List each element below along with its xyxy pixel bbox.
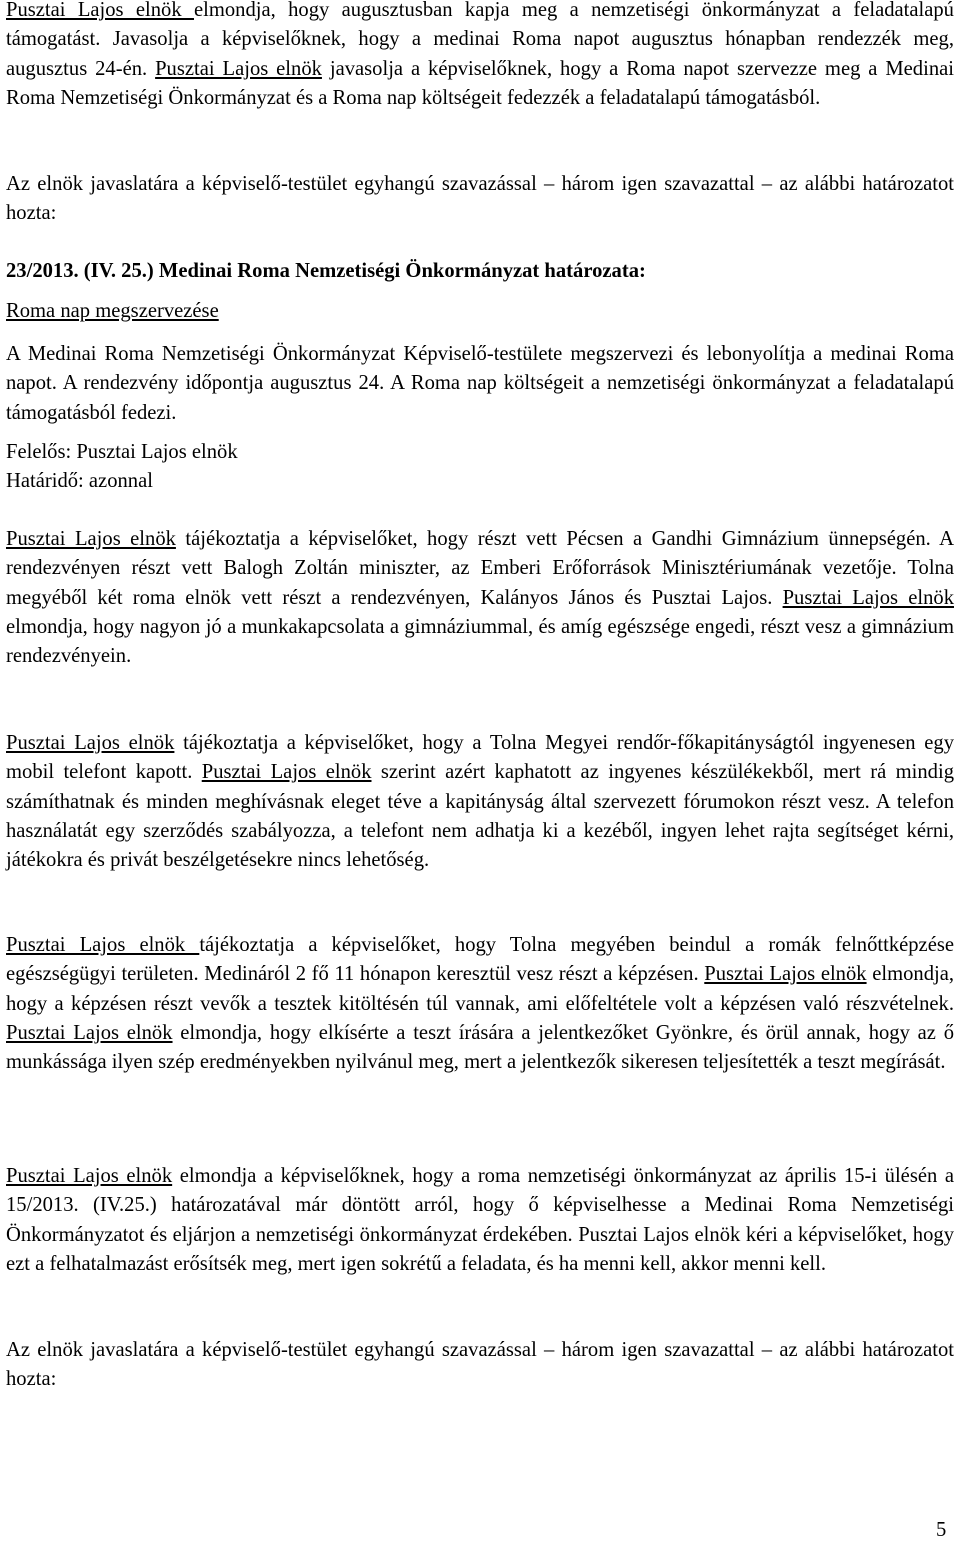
speaker-link: Pusztai Lajos elnök (155, 57, 322, 80)
resolution-responsible: Felelős: Pusztai Lajos elnök (6, 441, 238, 463)
speaker-link: Pusztai Lajos elnök (201, 761, 372, 784)
speaker-link: Pusztai Lajos elnök (6, 732, 175, 754)
resolution-heading: 23/2013. (IV. 25.) Medinai Roma Nemzetiségi Önkormányzat határozata: (6, 260, 646, 282)
paragraph-gandhi-gimnazium: Pusztai Lajos elnök tájékoztatja a képviselőket, hogy részt vett Pécsen a Gandhi Gimnázium ünnepségén. A rendezvényen részt vett Balogh Zoltán miniszter, az Emberi Erőforrások Minisztériumának vezetője. Tolna megyéből két roma elnök vett részt a rendezvényen, Kalányos János és Pusztai Lajos. Pusztai Lajos elnök elmondja, hogy nagyon jó a munkakapcsolata a gimnáziummal, és amíg egészsége engedi, részt vesz a gimnázium rendezvényein. (6, 528, 954, 668)
paragraph-felhatalmazas: Pusztai Lajos elnök elmondja a képviselőknek, hogy a roma nemzetiségi önkormányzat az április 15-i ülésén a 15/2013. (IV.25.) határozatával már döntött arról, hogy ő képviselhesse a Medinai Roma Nemzetiségi Önkormányzatot és eljárjon a nemzetiségi önkormányzat érdekében. Pusztai Lajos elnök kéri a képviselőket, hogy ezt a felhatalmazást erősítsék meg, mert igen sokrétű a feladata, és ha menni kell, akkor menni kell. (6, 1165, 954, 1275)
speaker-link: Pusztai Lajos elnök (704, 963, 867, 986)
speaker-link: Pusztai Lajos elnök (6, 0, 194, 21)
paragraph-vote-intro-2: Az elnök javaslatára a képviselő-testület egyhangú szavazással – három igen szavazattal – az alábbi határozatot hozta: (6, 1339, 954, 1391)
speaker-link: Pusztai Lajos elnök (6, 528, 176, 550)
speaker-link: Pusztai Lajos elnök (6, 934, 200, 956)
resolution-deadline: Határidő: azonnal (6, 470, 153, 492)
speaker-link: Pusztai Lajos elnök (6, 1021, 173, 1044)
resolution-subject: Roma nap megszervezése (6, 300, 219, 322)
resolution-body: A Medinai Roma Nemzetiségi Önkormányzat Képviselő-testülete megszervezi és lebonyolítja a medinai Roma napot. A rendezvény időpontja augusztus 24. A Roma nap költségeit a nemzetiségi önkormányzat a feladatalapú támogatásból fedezi. (6, 343, 954, 424)
paragraph-felnottkepzes: Pusztai Lajos elnök tájékoztatja a képviselőket, hogy Tolna megyében beindul a romák felnőttképzése egészségügyi területen. Medináról 2 fő 11 hónapon keresztül vesz részt a képzésen. Pusztai Lajos elnök elmondja, hogy a képzésen részt vevők a tesztek kitöltésén túl vannak, ami előfeltétele volt a képzésen való részvételnek. Pusztai Lajos elnök elmondja, hogy elkísérte a teszt írására a jelentkezőket Gyönkre, és örül annak, hogy az ő munkássága ilyen szép eredményekben nyilvánul meg, mert a jelentkezők sikeresen teljesítették a teszt megírását. (6, 934, 955, 1074)
page-number: 5 (936, 1519, 947, 1541)
paragraph-mobil-telefon: Pusztai Lajos elnök tájékoztatja a képviselőket, hogy a Tolna Megyei rendőr-főkapitányságtól ingyenesen egy mobil telefont kapott. Pusztai Lajos elnök szerint azért kaphatott az ingyenes készülékekből, mert rá mindig számíthatnak és minden meghívásnak eleget téve a kapitányság által szervezett fórumokon részt vesz. A telefon használatát egy szerződés szabályozza, a telefont nem adhatja ki a kezéből, ingyen lehet rajta segítséget kérni, játékokra és privát beszélgetésekre nincs lehetőség. (6, 732, 954, 872)
paragraph-vote-intro-1: Az elnök javaslatára a képviselő-testület egyhangú szavazással – három igen szavazattal – az alábbi határozatot hozta: (6, 173, 954, 225)
speaker-link: Pusztai Lajos elnök (6, 1165, 173, 1187)
paragraph-augusztus-tamogatas: Pusztai Lajos elnök elmondja, hogy augusztusban kapja meg a nemzetiségi önkormányzat a feladatalapú támogatást. Javasolja a képviselőknek, hogy a medinai Roma napot augusztus hónapban rendezzék meg, augusztus 24-én. Pusztai Lajos elnök javasolja a képviselőknek, hogy a Roma napot szervezze meg a Medinai Roma Nemzetiségi Önkormányzat és a Roma nap költségeit fedezzék a feladatalapú támogatásból. (6, 0, 954, 109)
speaker-link: Pusztai Lajos elnök (782, 586, 954, 609)
